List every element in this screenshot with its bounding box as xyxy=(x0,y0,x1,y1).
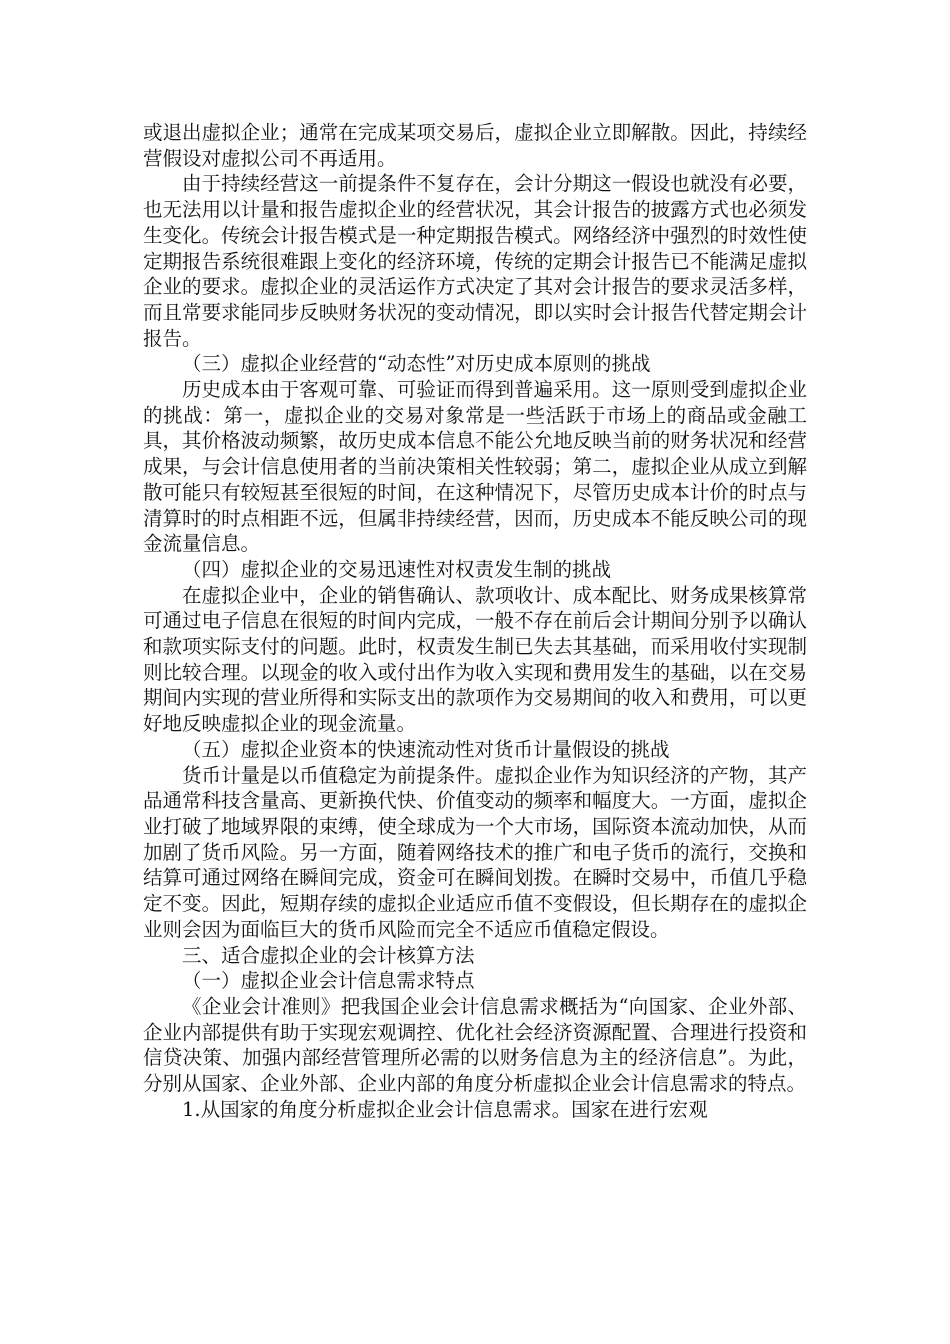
paragraph-national-perspective: 1.从国家的角度分析虚拟企业会计信息需求。国家在进行宏观 xyxy=(182,1097,708,1121)
paragraph-continuation: 或退出虚拟企业；通常在完成某项交易后，虚拟企业立即解散。因此，持续经营假设对虚拟公司不再适用。 xyxy=(143,121,807,170)
document-page xyxy=(143,120,807,1122)
paragraph-accounting-period: 由于持续经营这一前提条件不复存在，会计分期这一假设也就没有必要，也无法用以计量和报告虚拟企业的经营状况，其会计报告的披露方式也必须发生变化。传统会计报告模式是一种定期报告模式。网络经济中强烈的时效性使定期报告系统很难跟上变化的经济环境，传统的定期会计报告已不能满足虚拟企业的要求。虚拟企业的灵活运作方式决定了其对会计报告的要求灵活多样，而且常要求能同步反映财务状况的变动情况，即以实时会计报告代替定期会计报告。 xyxy=(143,172,807,350)
section-heading-information-needs: （一）虚拟企业会计信息需求特点 xyxy=(182,969,475,993)
paragraph-monetary-measurement: 货币计量是以币值稳定为前提条件。虚拟企业作为知识经济的产物，其产品通常科技含量高、更新换代快、价值变动的频率和幅度大。一方面，虚拟企业打破了地域界限的束缚，使全球成为一个大市场，国际资本流动加快，从而加剧了货币风险。另一方面，随着网络技术的推广和电子货币的流行，交换和结算可通过网络在瞬间完成，资金可在瞬间划拨。在瞬时交易中，币值几乎稳定不变。因此，短期存续的虚拟企业适应币值不变假设，但长期存在的虚拟企业则会因为面临巨大的货币风险而完全不适应币值稳定假设。 xyxy=(143,763,807,941)
paragraph-accrual-basis: 在虚拟企业中，企业的销售确认、款项收计、成本配比、财务成果核算常可通过电子信息在很短的时间内完成，一般不存在前后会计期间分别予以确认和款项实际支付的问题。此时，权责发生制已失去其基础，而采用收付实现制则比较合理。以现金的收入或付出作为收入实现和费用发生的基础，以在交易期间内实现的营业所得和实际支出的款项作为交易期间的收入和费用，可以更好地反映虚拟企业的现金流量。 xyxy=(143,583,807,736)
section-heading-monetary-measurement: （五）虚拟企业资本的快速流动性对货币计量假设的挑战 xyxy=(182,737,670,761)
section-heading-accrual-basis: （四）虚拟企业的交易迅速性对权责发生制的挑战 xyxy=(182,557,612,581)
paragraph-historical-cost: 历史成本由于客观可靠、可验证而得到普遍采用。这一原则受到虚拟企业的挑战：第一，虚拟企业的交易对象常是一些活跃于市场上的商品或金融工具，其价格波动频繁，故历史成本信息不能公允地反映当前的财务状况和经营成果，与会计信息使用者的当前决策相关性较弱；第二，虚拟企业从成立到解散可能只有较短甚至很短的时间，在这种情况下，尽管历史成本计价的时点与清算时的时点相距不远，但属非持续经营，因而，历史成本不能反映公司的现金流量信息。 xyxy=(143,378,807,556)
section-heading-historical-cost: （三）虚拟企业经营的“动态性”对历史成本原则的挑战 xyxy=(182,352,651,376)
paragraph-information-needs: 《企业会计准则》把我国企业会计信息需求概括为“向国家、企业外部、企业内部提供有助于实现宏观调控、优化社会经济资源配置、合理进行投资和信贷决策、加强内部经营管理所必需的以财务信息为主的经济信息”。为此，分别从国家、企业外部、企业内部的角度分析虚拟企业会计信息需求的特点。 xyxy=(143,994,807,1096)
chapter-heading-accounting-methods: 三、适合虚拟企业的会计核算方法 xyxy=(182,943,475,967)
